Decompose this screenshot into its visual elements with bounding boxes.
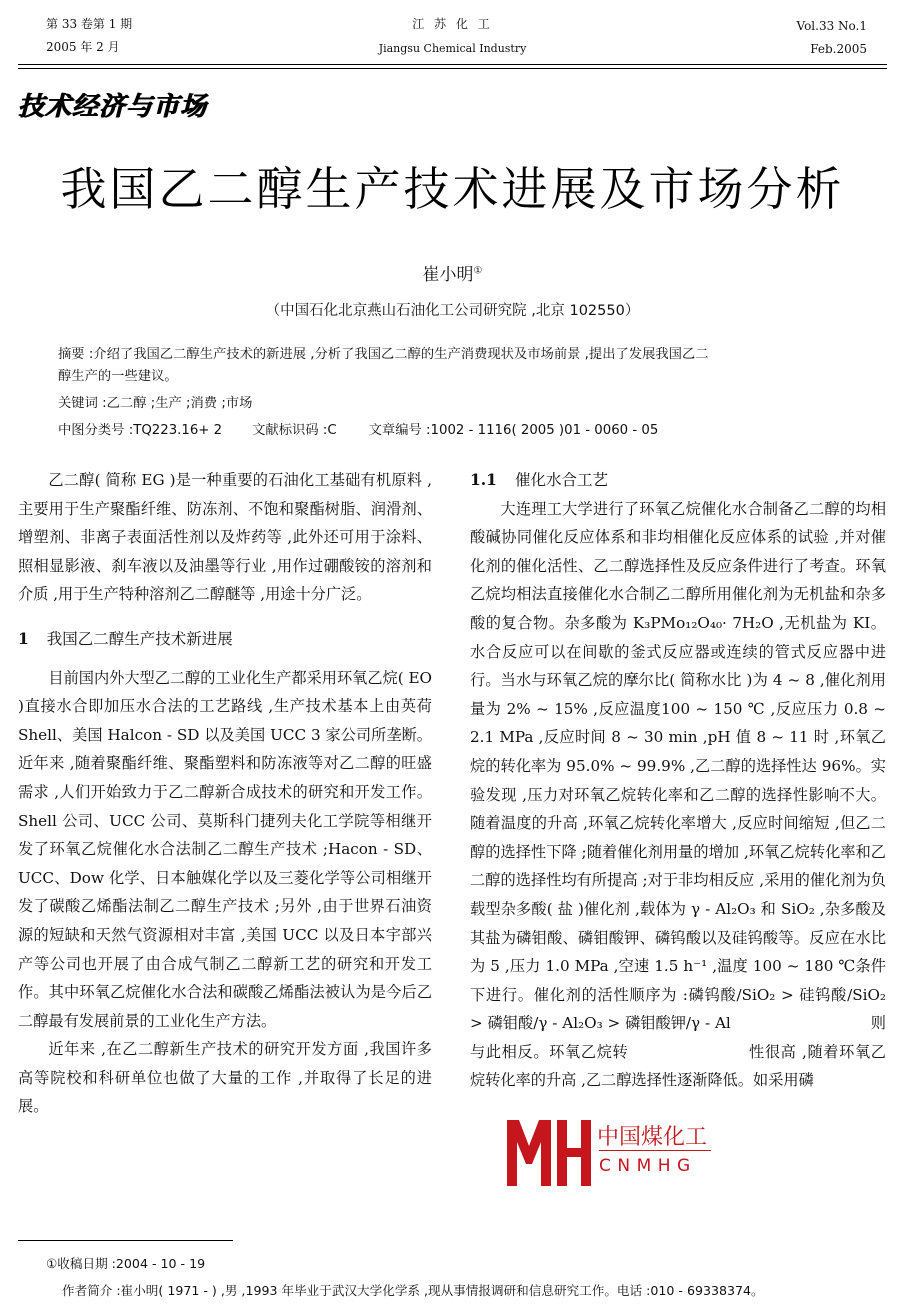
section-1-paragraph-2: 近年来 ,在乙二醇新生产技术的研究开发方面 ,我国许多高等院校和科研单位也做了大量的工作 ,并取得了长足的进展。 — [18, 1040, 432, 1116]
affiliation: （中国石化北京燕山石油化工公司研究院 ,北京 102550） — [265, 303, 640, 319]
section-tag: 技术经济与市场 — [18, 92, 208, 122]
abstract-line-1: 摘要 :介绍了我国乙二醇生产技术的新进展 ,分析了我国乙二醇的生产消费现状及市场前景 ,提出了发展我国乙二 — [58, 347, 709, 362]
paragraph-part-a: 大连理工大学进行了环氧乙烷催化水合制备乙二醇的均相酸碱协同催化反应体系和非均相催化反应体系的试验 ,并对催化剂的催化活性、乙二醇选择性及反应条件进行了考查。环氧乙烷均相法直接催化水合制乙二醇所用催化剂为无机盐和杂多酸的复合物。杂多酸为 — [470, 499, 886, 632]
classification-line — [58, 420, 858, 442]
footnote-author-bio: 作者简介 :崔小明( 1971 - ) ,男 ,1993 年毕业于武汉大学化学系 ,现从事情报调研和信息研究工作。电话 :010 - 69338374。 — [62, 1283, 764, 1298]
document-code: 文献标识码 :C — [252, 423, 337, 438]
left-column — [18, 466, 432, 1214]
footnote-rule — [18, 1240, 233, 1241]
intro-paragraph: 乙二醇( 简称 EG )是一种重要的石油化工基础有机原料 ,主要用于生产聚酯纤维、防冻剂、不饱和聚酯树脂、润滑剂、增塑剂、非离子表面活性剂以及炸药等 ,此外还可用于涂料、照相显影液、刹车液以及油墨等行业 ,用作过硼酸铵的溶剂和介质 ,用于生产特种溶剂乙二醇醚等 ,用途十分广泛。 — [18, 471, 432, 604]
section-1-1-paragraph — [470, 495, 886, 1095]
watermark-text-en: CNMHG — [599, 1156, 697, 1176]
watermark-mh-icon — [505, 1118, 593, 1188]
header-date-en: Feb.2005 — [810, 42, 867, 56]
header-journal-cn: 江 苏 化 工 — [412, 17, 493, 31]
article-title: 我国乙二醇生产技术进展及市场分析 — [60, 162, 845, 216]
footnote-received: ①收稿日期 :2004 - 10 - 19 — [46, 1256, 206, 1271]
section-1-paragraph-1: 目前国内外大型乙二醇的工业化生产都采用环氧乙烷( EO )直接水合即加压水合法的工艺路线 ,生产技术基本上由英荷 Shell、美国 Halcon - SD 以及美国 UCC 3 家公司所垄断。近年来 ,随着聚酯纤维、聚酯塑料和防冻液等对乙二醇的旺盛需求 ,人们开始致力于乙二醇新合成技术的研究和开发工作。Shell 公司、UCC 公司、莫斯科门捷列夫化工学院等相继开发了环氧乙烷催化水合法制乙二醇生产技术 ;Hacon - SD、UCC、Dow 化学、日本触媒化学以及三菱化学等公司相继开发了碳酸乙烯酯法制乙二醇生产技术 ;另外 ,由于世界石油资源的短缺和天然气资源相对丰富 ,美国 UCC 以及日本宇部兴产等公司也开展了由合成气制乙二醇新工艺的研究和开发工作。其中环氧乙烷催化水合法和碳酸乙烯酯法被认为是今后乙二醇最有发展前景的工业化生产方法。 — [18, 668, 432, 1030]
formula-heteropolyacid: K₃PMo₁₂O₄₀· 7H₂O — [632, 613, 774, 632]
section-1-heading — [18, 625, 432, 654]
header-volume-en: Vol.33 No.1 — [796, 19, 867, 33]
section-1-number: 1 — [18, 628, 29, 648]
watermark-text-cn: 中国煤化工 — [597, 1125, 708, 1150]
paragraph-part-d: 性很高 ,随着环氧乙烷转化率的升高 ,乙二醇选择性逐渐降低。如采用磷 — [470, 1042, 886, 1090]
section-1-1-title: 催化水合工艺 — [514, 471, 608, 489]
section-1-1-number: 1.1 — [470, 470, 497, 489]
author-name: 崔小明 — [422, 265, 474, 285]
header-journal-en: Jiangsu Chemical Industry — [378, 42, 527, 55]
article-number: 文章编号 :1002 - 1116( 2005 )01 - 0060 - 05 — [368, 423, 659, 438]
author-line — [0, 260, 905, 285]
abstract-line-2: 醇生产的一些建议。 — [58, 369, 178, 384]
watermark-logo — [505, 1116, 720, 1190]
header-rule-top — [18, 64, 887, 65]
paragraph-part-c: 则与此相反。环氧乙烷转 — [470, 1014, 886, 1061]
section-1-1-heading — [470, 466, 886, 495]
header-volume-cn: 第 33 卷第 1 期 — [46, 17, 133, 31]
header-date-cn: 2005 年 2 月 — [46, 40, 120, 54]
paragraph-part-b: ,无机盐为 KI。水合反应可以在间歇的釜式反应器或连续的管式反应器中进行。当水与环氧乙烷的摩尔比( 简称水比 )为 4 ~ 8 ,催化剂用量为 2% ~ 15% ,反应温度100 ~ 150 ℃ ,反应压力 0.8 ~ 2.1 MPa ,反应时间 8 ~ 30 min ,pH 值 8 ~ 11 时 ,环氧乙烷的转化率为 95.0% ~ 99.9% ,乙二醇的选择性达 96%。实验发现 ,压力对环氧乙烷转化率和乙二醇的选择性影响不大。随着温度的升高 ,环氧乙烷转化率增大 ,反应时间缩短 ,但乙二醇的选择性下降 ;随着催化剂用量的增加 ,环氧乙烷转化率和乙二醇的选择性均有所提高 ;对于非均相反应 ,采用的催化剂为负载型杂多酸( 盐 )催化剂 ,载体为 γ - Al₂O₃ 和 SiO₂ ,杂多酸及其盐为磷钼酸、磷钼酸钾、磷钨酸以及硅钨酸等。反应在水比为 5 ,压力 1.0 MPa ,空速 1.5 h⁻¹ ,温度 100 ~ 180 ℃条件下进行。催化剂的活性顺序为 :磷钨酸/SiO₂ > 硅钨酸/SiO₂ > 磷钼酸/γ - Al₂O₃ > 磷钼酸钾/γ - Al — [470, 613, 886, 1033]
header-rule-bottom — [18, 68, 887, 69]
keywords: 关键词 :乙二醇 ;生产 ;消费 ;市场 — [58, 396, 253, 411]
clc-number: 中图分类号 :TQ223.16+ 2 — [58, 423, 223, 438]
right-column — [470, 466, 886, 1214]
section-1-title: 我国乙二醇生产技术新进展 — [46, 629, 233, 648]
watermark-divider — [599, 1150, 711, 1151]
author-footnote-mark: ① — [473, 265, 483, 277]
